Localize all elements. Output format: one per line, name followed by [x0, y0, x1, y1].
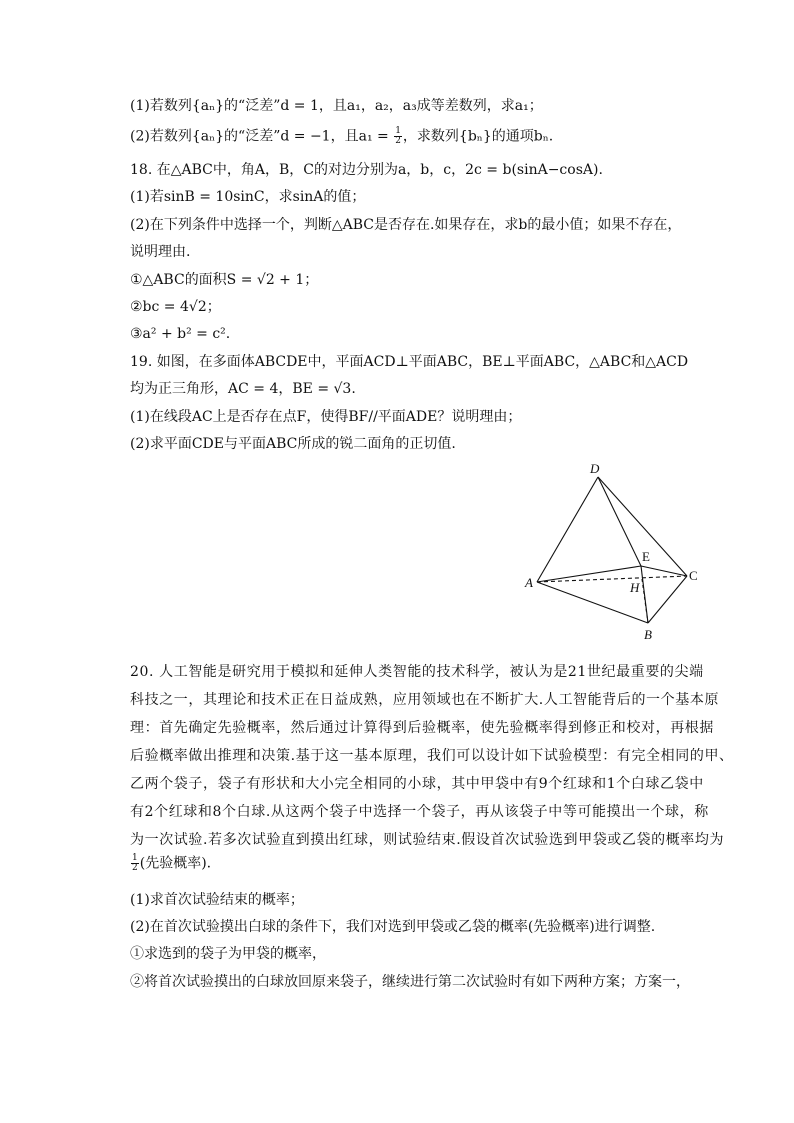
q20-frac-num: 1 [132, 853, 138, 863]
q20-line: 20. 人工智能是研究用于模拟和延伸人类智能的技术科学，被认为是21世纪最重要的尖端 [130, 664, 704, 680]
q18-part2-line1: (2)在下列条件中选择一个，判断△ABC是否存在.如果存在，求b的最小值；如果不存在， [130, 217, 682, 233]
q20-prior-tail: (先验概率). [139, 855, 212, 872]
q20-paragraph [130, 658, 734, 854]
q18-condition-3: ③a² + b² = c². [130, 326, 231, 342]
q17-part2 [130, 127, 695, 146]
q20-line: 有2个红球和8个白球.从这两个袋子中选择一个袋子，再从该袋子中等可能摸出一个球，称 [130, 804, 709, 820]
label-C: C [689, 568, 698, 583]
label-A: A [525, 575, 533, 590]
edge-BC [648, 576, 687, 623]
q20-part2: (2)在首次试验摸出白球的条件下，我们对选到甲袋或乙袋的概率(先验概率)进行调整. [130, 919, 656, 935]
q20-line: 为一次试验.若多次试验直到摸出红球，则试验结束.假设首次试验选到甲袋或乙袋的概率均为 [130, 832, 725, 848]
edge-DE [598, 477, 641, 566]
q20-sub1: ①求选到的袋子为甲袋的概率， [130, 946, 326, 962]
q19-part2: (2)求平面CDE与平面ABC所成的锐二面角的正切值. [130, 436, 456, 452]
q18-part1: (1)若sinB = 10sinC，求sinA的值； [130, 189, 366, 205]
label-H: H [630, 580, 640, 595]
q19-part1: (1)在线段AC上是否存在点F，使得BF//平面ADE？说明理由； [130, 409, 522, 425]
q18-condition-1: ①△ABC的面积S = √2 + 1； [130, 272, 319, 288]
q20-line: 科技之一，其理论和技术正在日益成熟，应用领域也在不断扩大.人工智能背后的一个基本原 [130, 692, 720, 708]
q20-line: 后验概率做出推理和决策.基于这一基本原理，我们可以设计如下试验模型：有完全相同的甲、 [130, 748, 734, 764]
q20-line: 乙两个袋子，袋子有形状和大小完全相同的小球，其中甲袋中有9个红球和1个白球乙袋中 [130, 776, 704, 792]
q18-part2-line2: 说明理由. [130, 244, 191, 260]
q19-stem-line1: 19. 如图，在多面体ABCDE中，平面ACD⊥平面ABC，BE⊥平面ABC，△ABC和△ACD [130, 354, 689, 370]
q17-frac-num: 1 [395, 126, 401, 136]
q20-sub2: ②将首次试验摸出的白球放回原来袋子，继续进行第二次试验时有如下两种方案；方案一， [130, 974, 690, 990]
q17-part2-lead: (2)若数列{aₙ}的“泛差”d = −1，且a₁ = [130, 128, 394, 145]
edge-EC [641, 566, 687, 576]
label-E: E [642, 549, 650, 564]
q18-condition-2: ②bc = 4√2； [130, 299, 221, 315]
q20-part1: (1)求首次试验结束的概率； [130, 892, 304, 908]
q20-prior-line [130, 854, 695, 873]
label-D: D [590, 461, 600, 476]
q17-frac-den: 2 [395, 136, 401, 146]
q18-stem: 18. 在△ABC中，角A，B，C的对边分别为a，b，c，2c = b(sinA−cosA). [130, 162, 603, 178]
label-B: B [644, 627, 652, 642]
edge-DA [537, 477, 598, 582]
q17-part2-tail: ，求数列{bₙ}的通项bₙ. [402, 128, 554, 145]
q19-stem-line2: 均为正三角形，AC = 4，BE = √3. [130, 381, 356, 397]
q20-frac-den: 2 [132, 863, 138, 873]
q17-part1: (1)若数列{aₙ}的“泛差”d = 1，且a₁，a₂，a₃成等差数列，求a₁； [130, 98, 543, 114]
edge-EB [641, 566, 648, 623]
polyhedron-figure [520, 455, 710, 645]
q20-fraction [131, 854, 139, 873]
q20-line: 理：首先确定先验概率，然后通过计算得到后验概率，使先验概率得到修正和校对，再根据 [130, 720, 714, 736]
q17-fraction [394, 127, 402, 146]
